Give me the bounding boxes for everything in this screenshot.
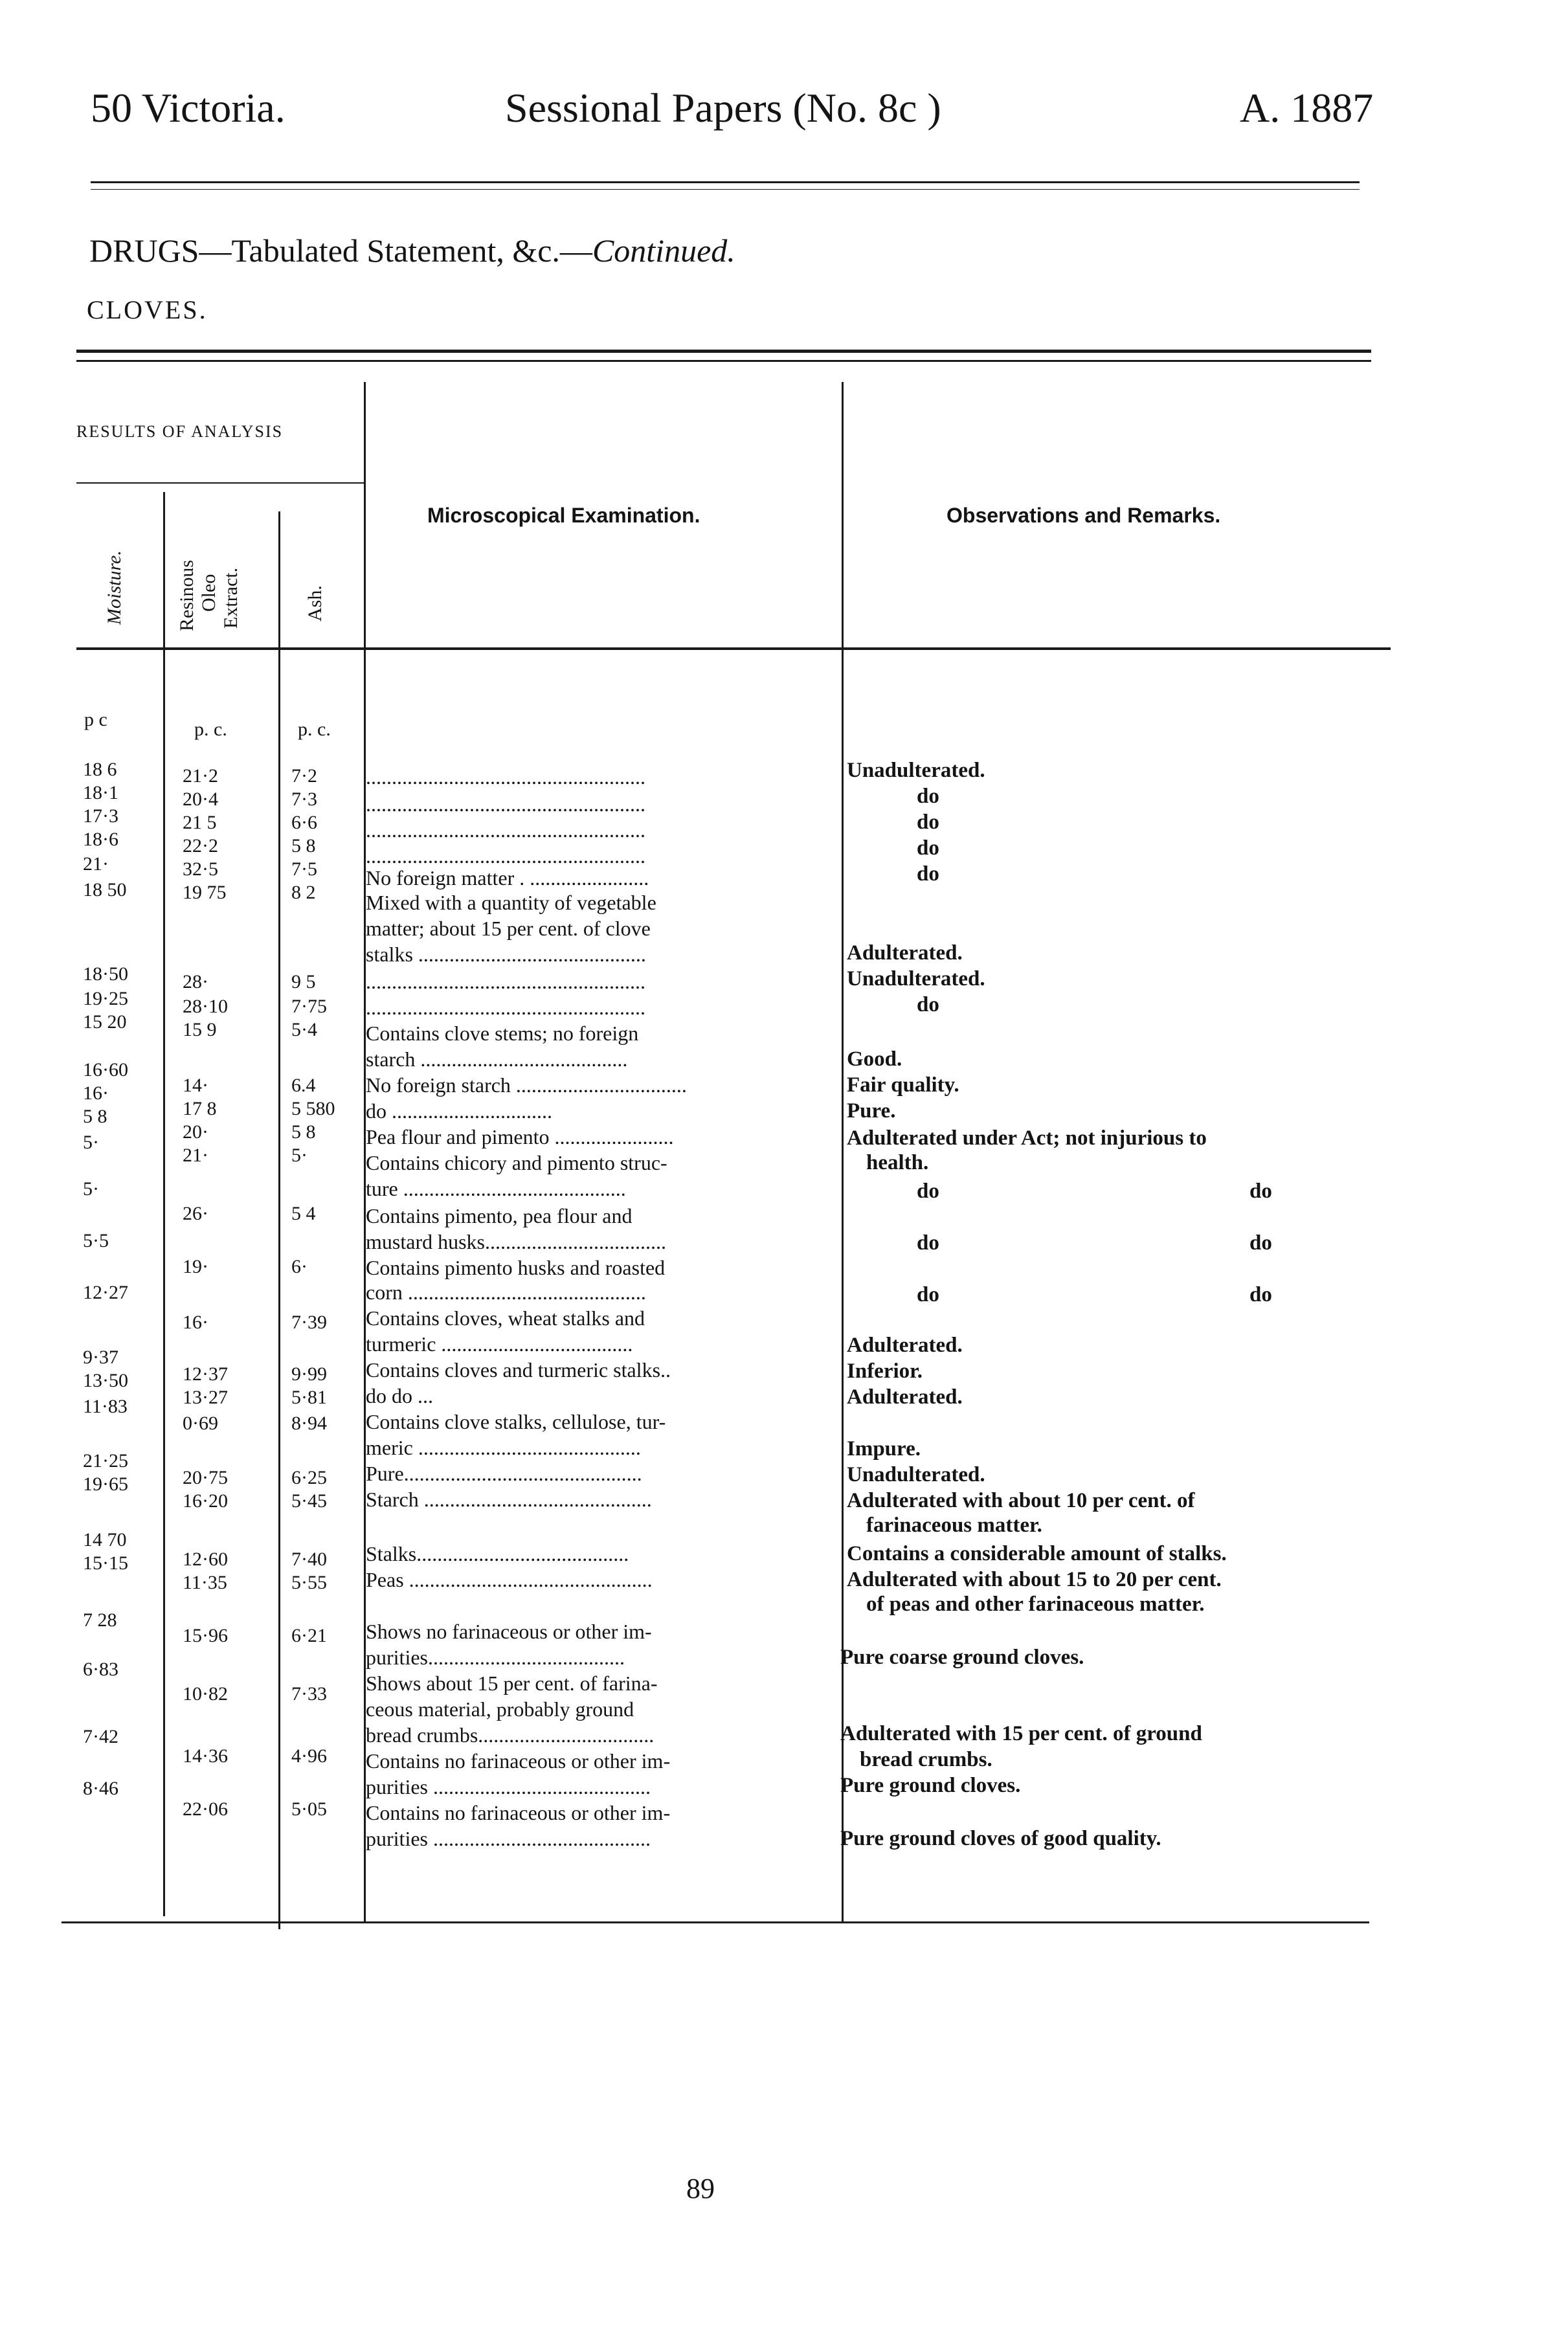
resinous-unit: p. c. <box>194 719 227 740</box>
micro-line-31: Peas ............................................... <box>366 1568 653 1591</box>
obs-line-6: Adulterated. <box>847 941 963 965</box>
moisture-cell-15: 5·5 <box>83 1230 109 1251</box>
ash-cell-21: 5·45 <box>291 1490 327 1512</box>
obs-line-11: Pure. <box>847 1099 896 1123</box>
table-top-rule <box>76 350 1371 353</box>
micro-line-36: bread crumbs.................................. <box>366 1723 655 1747</box>
resinous-cell-19: 0·69 <box>183 1413 218 1434</box>
ash-cell-24: 6·21 <box>291 1625 327 1646</box>
resinous-cell-27: 22·06 <box>183 1798 228 1820</box>
resinous-cell-13: 21· <box>183 1145 208 1166</box>
resinous-header: Resinous Oleo Extract. <box>176 559 241 631</box>
micro-line-15: Pea flour and pimento ....................... <box>366 1125 674 1148</box>
moisture-unit: p c <box>84 709 107 730</box>
observations-header: Observations and Remarks. <box>946 504 1221 527</box>
obs-line-13: health. <box>866 1151 929 1174</box>
obs-line-10: Fair quality. <box>847 1073 959 1097</box>
micro-line-37: Contains no farinaceous or other im- <box>366 1749 671 1773</box>
micro-line-12: starch ........................................ <box>366 1047 628 1071</box>
moisture-cell-21: 19·65 <box>83 1473 128 1495</box>
moisture-cell-14: 5· <box>83 1178 99 1200</box>
obs-line-17: do <box>1249 1231 1272 1255</box>
resinous-cell-5: 32·5 <box>183 858 218 880</box>
obs-line-34: Pure ground cloves of good quality. <box>840 1827 1161 1850</box>
moisture-cell-18: 13·50 <box>83 1370 128 1391</box>
obs-line-29: of peas and other farinaceous matter. <box>866 1593 1205 1616</box>
moisture-cell-16: 12·27 <box>83 1282 128 1303</box>
moisture-cell-9: 15 20 <box>83 1011 127 1033</box>
ash-cell-11: 5 580 <box>291 1098 335 1119</box>
header-rule-thin <box>91 189 1360 190</box>
micro-line-29: Starch ............................................ <box>366 1488 652 1511</box>
resinous-cell-16: 16· <box>183 1312 208 1333</box>
resinous-cell-3: 21 5 <box>183 812 217 833</box>
moisture-cell-11: 16· <box>83 1082 109 1104</box>
micro-line-3: ...................................................... <box>366 818 645 842</box>
micro-line-39: Contains no farinaceous or other im- <box>366 1801 671 1824</box>
moisture-cell-25: 6·83 <box>83 1659 118 1680</box>
ash-cell-27: 5·05 <box>291 1798 327 1820</box>
micro-line-24: Contains cloves and turmeric stalks.. <box>366 1358 671 1382</box>
micro-line-11: Contains clove stems; no foreign <box>366 1022 639 1045</box>
moisture-cell-27: 8·46 <box>83 1778 118 1799</box>
ash-cell-15: 6· <box>291 1256 308 1277</box>
moisture-cell-10: 16·60 <box>83 1059 128 1080</box>
micro-line-14: do ............................... <box>366 1099 552 1123</box>
resinous-cell-18: 13·27 <box>183 1387 228 1408</box>
micro-line-17: ture ........................................... <box>366 1177 626 1200</box>
sessional-papers-label: Sessional Papers (No. 8c ) <box>505 85 941 131</box>
obs-line-1: Unadulterated. <box>847 759 985 782</box>
micro-line-7: matter; about 15 per cent. of clove <box>366 917 651 940</box>
obs-line-9: Good. <box>847 1047 902 1071</box>
micro-line-25: do do ... <box>366 1384 433 1407</box>
micro-line-1: ...................................................... <box>366 765 645 789</box>
resinous-cell-26: 14·36 <box>183 1745 228 1767</box>
resinous-cell-9: 15 9 <box>183 1019 217 1040</box>
ash-cell-23: 5·55 <box>291 1572 327 1593</box>
obs-line-15: do <box>1249 1180 1272 1203</box>
ash-cell-8: 7·75 <box>291 996 327 1017</box>
resinous-cell-12: 20· <box>183 1121 208 1143</box>
micro-line-19: mustard husks................................... <box>366 1230 666 1253</box>
moisture-cell-26: 7·42 <box>83 1726 118 1747</box>
moisture-cell-7: 18·50 <box>83 963 128 985</box>
obs-line-28: Adulterated with about 15 to 20 per cent. <box>847 1568 1222 1591</box>
micro-line-30: Stalks......................................... <box>366 1542 629 1565</box>
obs-line-26: farinaceous matter. <box>866 1514 1042 1537</box>
moisture-cell-3: 17·3 <box>83 805 118 827</box>
ash-cell-14: 5 4 <box>291 1203 316 1224</box>
resinous-cell-7: 28· <box>183 971 208 992</box>
micro-line-8: stalks ............................................ <box>366 943 646 966</box>
micro-line-21: corn .............................................. <box>366 1281 646 1304</box>
obs-line-30: Pure coarse ground cloves. <box>840 1646 1084 1669</box>
ash-cell-19: 8·94 <box>291 1413 327 1434</box>
micro-line-32: Shows no farinaceous or other im- <box>366 1620 652 1643</box>
header-bottom-rule <box>76 647 1391 650</box>
resinous-cell-8: 28·10 <box>183 996 228 1017</box>
header-rule <box>91 181 1360 183</box>
ash-cell-25: 7·33 <box>291 1683 327 1705</box>
ash-cell-16: 7·39 <box>291 1312 327 1333</box>
obs-line-8: do <box>917 993 939 1016</box>
ash-cell-20: 6·25 <box>291 1467 327 1488</box>
obs-line-16: do <box>917 1231 939 1255</box>
resinous-cell-25: 10·82 <box>183 1683 228 1705</box>
moisture-cell-8: 19·25 <box>83 988 128 1009</box>
micro-line-16: Contains chicory and pimento struc- <box>366 1151 667 1174</box>
obs-line-18: do <box>917 1283 939 1306</box>
obs-line-24: Unadulterated. <box>847 1463 985 1486</box>
obs-line-4: do <box>917 836 939 860</box>
moisture-cell-6: 18 50 <box>83 879 127 901</box>
moisture-cell-19: 11·83 <box>83 1396 128 1417</box>
col-divider-1 <box>163 492 165 1916</box>
moisture-cell-17: 9·37 <box>83 1347 118 1368</box>
resinous-cell-22: 12·60 <box>183 1549 228 1570</box>
micro-line-34: Shows about 15 per cent. of farina- <box>366 1672 658 1695</box>
section-title: CLOVES. <box>87 295 208 324</box>
ash-cell-17: 9·99 <box>291 1363 327 1385</box>
micro-line-9: ...................................................... <box>366 970 645 993</box>
moisture-cell-24: 7 28 <box>83 1609 117 1631</box>
obs-line-31: Adulterated with 15 per cent. of ground <box>840 1722 1202 1745</box>
moisture-cell-13: 5· <box>83 1132 99 1153</box>
table-top-rule-2 <box>76 360 1371 362</box>
document-title: DRUGS—Tabulated Statement, &c.—Continued. <box>89 232 735 269</box>
group-header-rule <box>76 482 364 484</box>
ash-cell-3: 6·6 <box>291 812 317 833</box>
resinous-cell-4: 22·2 <box>183 835 218 856</box>
obs-line-27: Contains a considerable amount of stalks. <box>847 1542 1227 1565</box>
micro-line-22: Contains cloves, wheat stalks and <box>366 1306 645 1330</box>
micro-line-26: Contains clove stalks, cellulose, tur- <box>366 1410 666 1433</box>
ash-cell-26: 4·96 <box>291 1745 327 1767</box>
resinous-cell-14: 26· <box>183 1203 208 1224</box>
col-divider-2 <box>278 511 280 1929</box>
micro-line-20: Contains pimento husks and roasted <box>366 1256 666 1279</box>
micro-line-6: Mixed with a quantity of vegetable <box>366 891 656 914</box>
resinous-cell-6: 19 75 <box>183 882 227 903</box>
session-label: 50 Victoria. <box>91 85 286 131</box>
ash-cell-1: 7·2 <box>291 765 317 787</box>
micro-line-35: ceous material, probably ground <box>366 1697 634 1721</box>
ash-cell-12: 5 8 <box>291 1121 316 1143</box>
ash-cell-22: 7·40 <box>291 1549 327 1570</box>
obs-line-12: Adulterated under Act; not injurious to <box>847 1126 1207 1150</box>
ash-unit: p. c. <box>298 719 331 740</box>
micro-line-13: No foreign starch ................................. <box>366 1073 687 1097</box>
ash-cell-10: 6.4 <box>291 1075 316 1096</box>
resinous-cell-21: 16·20 <box>183 1490 228 1512</box>
ash-header: Ash. <box>304 585 326 621</box>
micro-line-27: meric ........................................... <box>366 1436 641 1459</box>
obs-line-7: Unadulterated. <box>847 967 985 991</box>
results-of-analysis-heading: RESULTS OF ANALYSIS <box>76 422 284 441</box>
micro-line-28: Pure.............................................. <box>366 1462 642 1485</box>
obs-line-22: Adulterated. <box>847 1385 963 1409</box>
ash-cell-18: 5·81 <box>291 1387 327 1408</box>
resinous-cell-15: 19· <box>183 1256 208 1277</box>
resinous-cell-11: 17 8 <box>183 1098 217 1119</box>
col-divider-4 <box>842 382 844 1923</box>
micro-line-23: turmeric ..................................... <box>366 1332 633 1356</box>
resinous-cell-2: 20·4 <box>183 789 218 810</box>
obs-line-32: bread crumbs. <box>860 1748 992 1771</box>
ash-cell-7: 9 5 <box>291 971 316 992</box>
micro-line-33: purities...................................... <box>366 1646 625 1669</box>
obs-line-19: do <box>1249 1283 1272 1306</box>
micro-line-4: ...................................................... <box>366 844 645 867</box>
moisture-cell-4: 18·6 <box>83 829 118 850</box>
micro-line-18: Contains pimento, pea flour and <box>366 1204 633 1227</box>
resinous-cell-23: 11·35 <box>183 1572 227 1593</box>
obs-line-20: Adulterated. <box>847 1334 963 1357</box>
moisture-cell-2: 18·1 <box>83 782 118 803</box>
moisture-cell-22: 14 70 <box>83 1529 127 1550</box>
page-number: 89 <box>686 2173 715 2204</box>
moisture-cell-23: 15·15 <box>83 1552 128 1574</box>
obs-line-2: do <box>917 785 939 808</box>
micro-line-10: ...................................................... <box>366 996 645 1019</box>
obs-line-5: do <box>917 862 939 886</box>
obs-line-25: Adulterated with about 10 per cent. of <box>847 1489 1195 1512</box>
resinous-cell-20: 20·75 <box>183 1467 228 1488</box>
microscopical-examination-header: Microscopical Examination. <box>427 504 700 527</box>
micro-line-2: ...................................................... <box>366 792 645 816</box>
micro-line-40: purities .......................................... <box>366 1827 651 1850</box>
obs-line-3: do <box>917 811 939 834</box>
ash-cell-2: 7·3 <box>291 789 317 810</box>
micro-line-38: purities .......................................... <box>366 1775 651 1798</box>
moisture-cell-1: 18 6 <box>83 759 117 780</box>
resinous-cell-1: 21·2 <box>183 765 218 787</box>
obs-line-14: do <box>917 1180 939 1203</box>
moisture-cell-12: 5 8 <box>83 1106 107 1127</box>
ash-cell-9: 5·4 <box>291 1019 317 1040</box>
table-bottom-rule <box>62 1921 1369 1923</box>
moisture-cell-20: 21·25 <box>83 1450 128 1472</box>
resinous-cell-17: 12·37 <box>183 1363 228 1385</box>
ash-cell-6: 8 2 <box>291 882 316 903</box>
obs-line-21: Inferior. <box>847 1360 923 1383</box>
year-label: A. 1887 <box>1240 85 1374 131</box>
micro-line-5: No foreign matter . ....................... <box>366 866 649 890</box>
moisture-cell-5: 21· <box>83 853 109 875</box>
ash-cell-5: 7·5 <box>291 858 317 880</box>
ash-cell-13: 5· <box>291 1145 308 1166</box>
obs-line-23: Impure. <box>847 1437 921 1461</box>
resinous-cell-24: 15·96 <box>183 1625 228 1646</box>
resinous-cell-10: 14· <box>183 1075 208 1096</box>
obs-line-33: Pure ground cloves. <box>840 1774 1021 1797</box>
ash-cell-4: 5 8 <box>291 835 316 856</box>
moisture-header: Moisture. <box>104 550 125 625</box>
